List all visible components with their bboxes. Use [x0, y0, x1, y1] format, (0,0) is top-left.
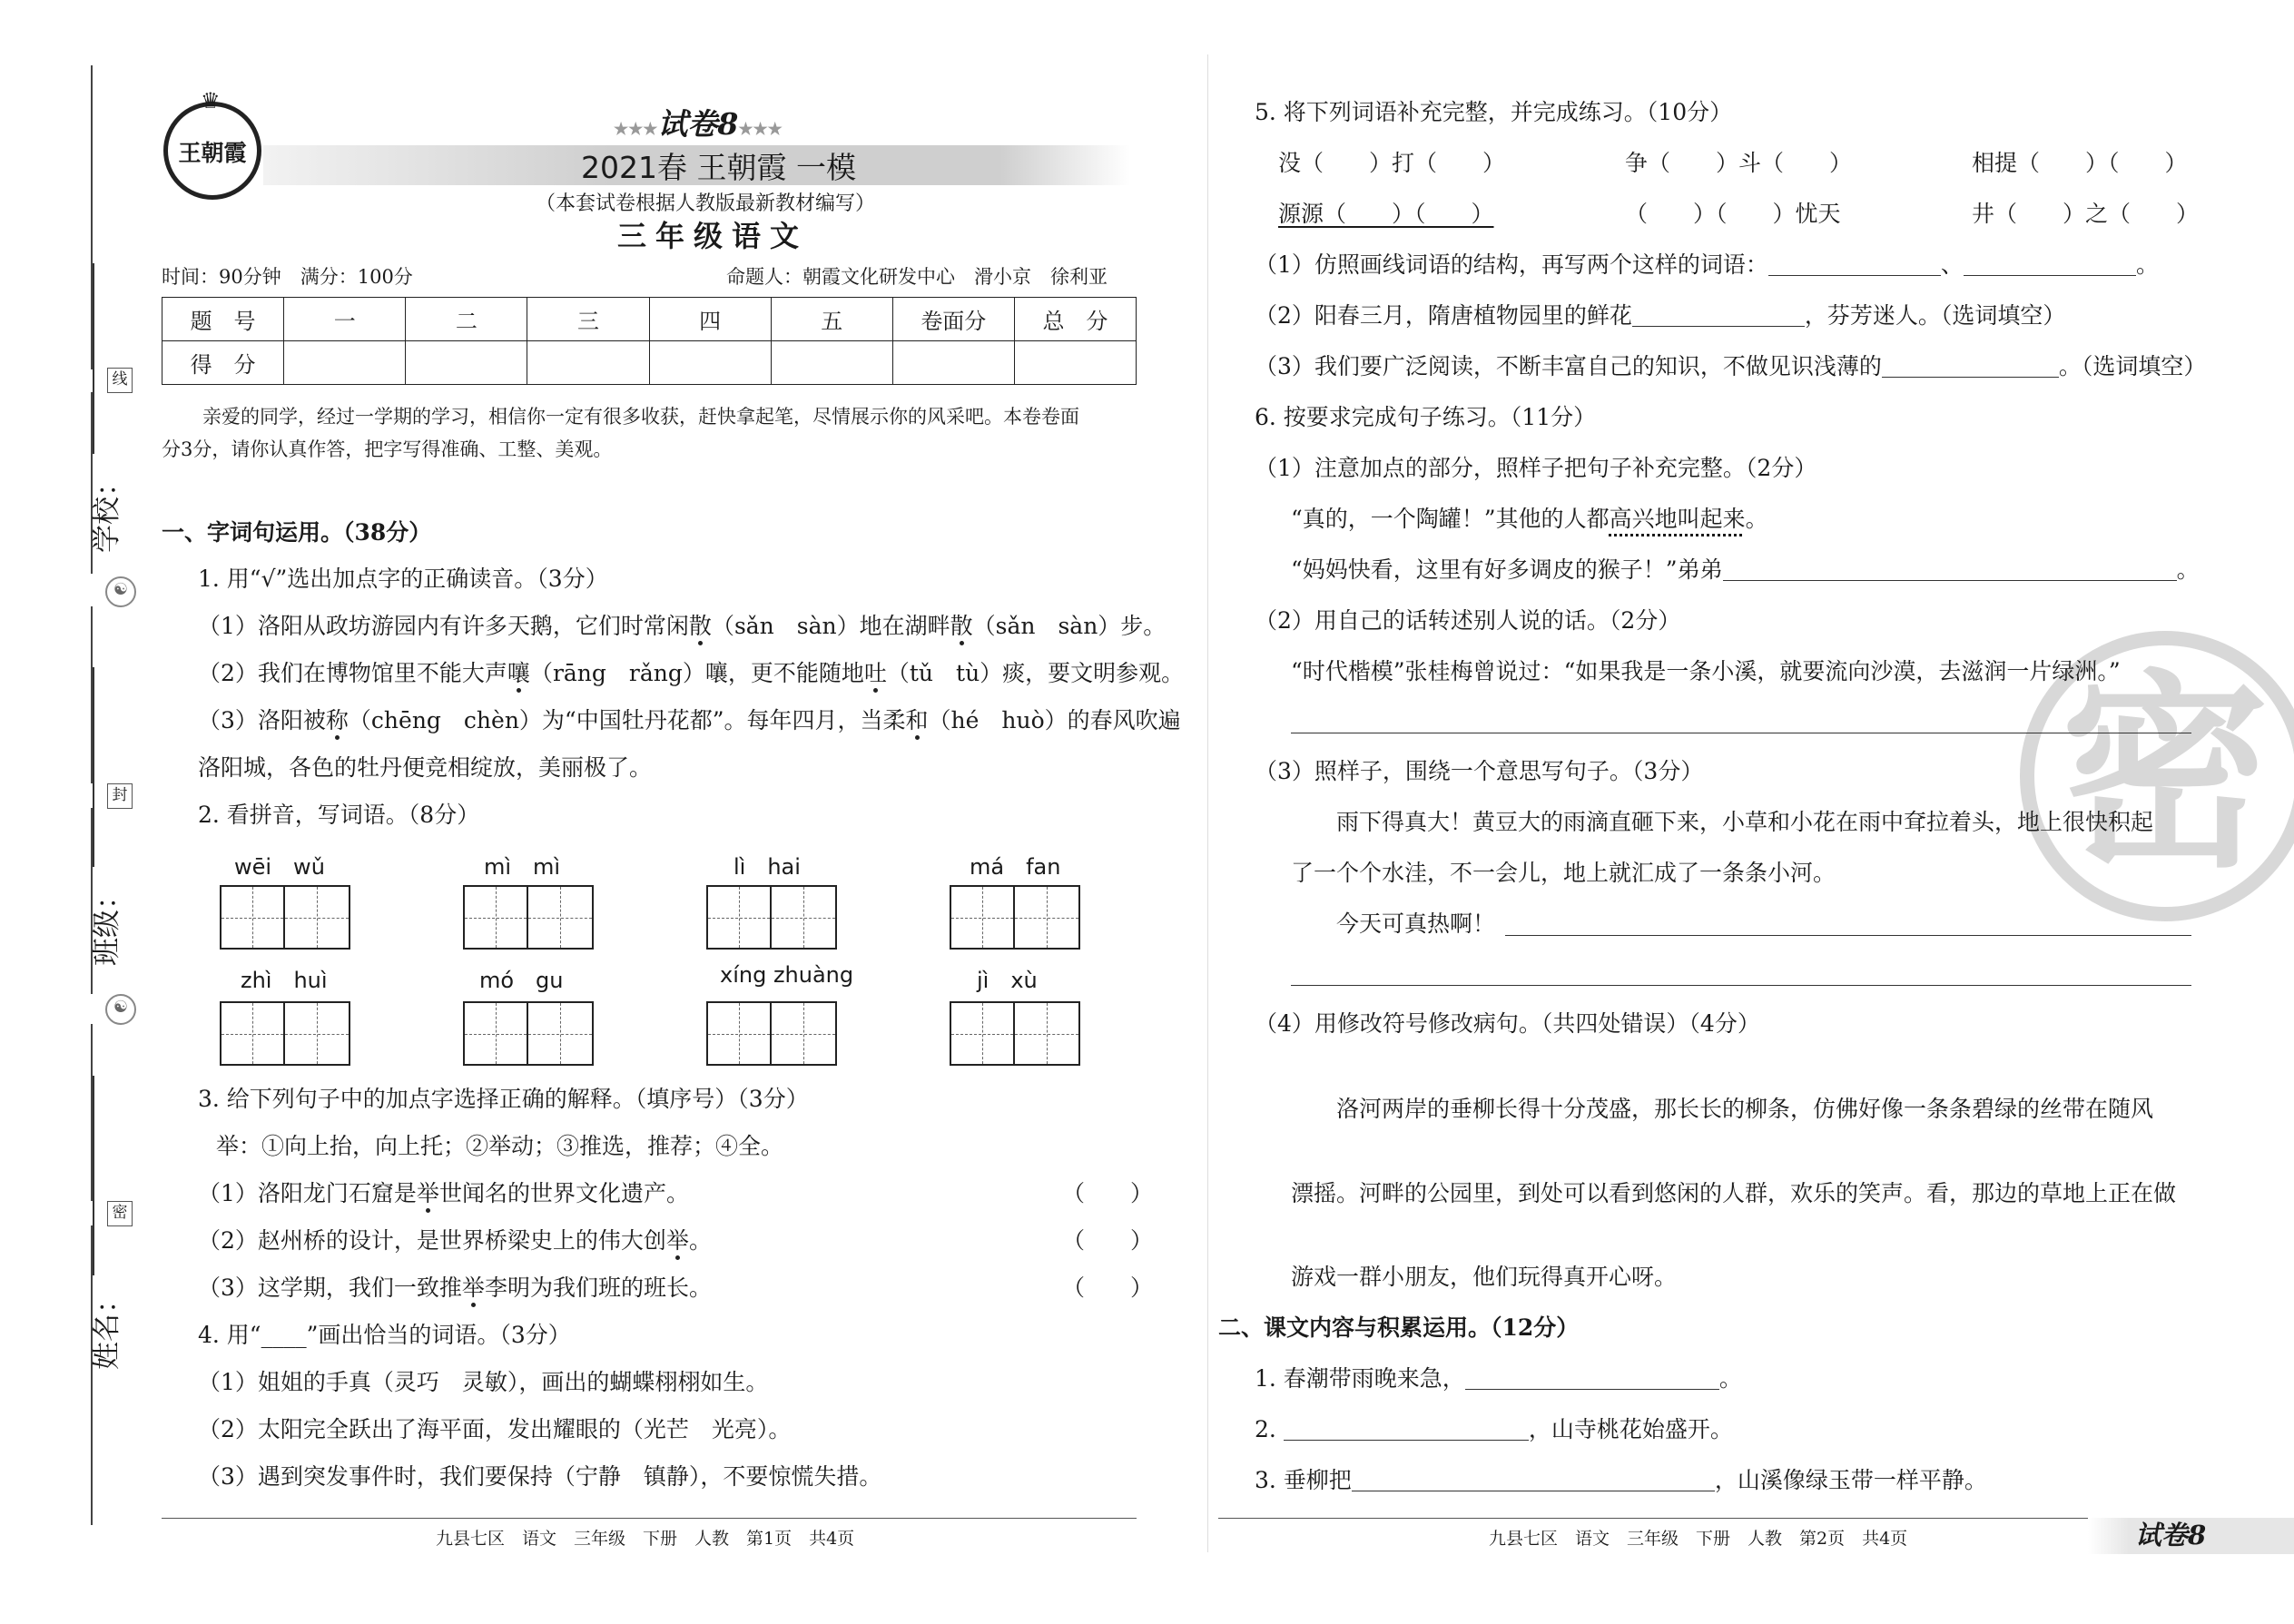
intro-line-1: 亲爱的同学，经过一学期的学习，相信你一定有很多收获，赶快拿起笔，尽情展示你的风采吧。本卷卷面 — [202, 406, 1079, 428]
binding-swirl-1: ☯ — [105, 576, 136, 607]
q5-1-sep: 、 — [1940, 251, 1964, 278]
q6-3-example-2: 了一个个水洼，不一会儿，地上就汇成了一条条小河。 — [1291, 860, 1836, 886]
s2-q3-end: ，山溪像绿玉带一样平静。 — [1714, 1467, 1987, 1493]
grid-cell[interactable] — [1015, 887, 1078, 948]
q5-1-blank-1[interactable] — [1768, 253, 1941, 276]
seal-char-feng: 封 — [107, 783, 133, 809]
write-grid-8[interactable] — [950, 1001, 1080, 1066]
page-title: 2021春 王朝霞 一模 — [581, 150, 856, 185]
exam-time: 时间：90分钟 满分：100分 — [162, 266, 413, 288]
q6-2-quote: “时代楷模”张桂梅曾说过：“如果我是一条小溪，就要流向沙漠，去滋润一片绿洲。” — [1291, 658, 2121, 684]
pinyin-8: jì xù — [977, 968, 1038, 993]
score-h-1: 一 — [284, 298, 406, 341]
q5-2-end: ，芬芳迷人。（选词填空） — [1804, 302, 2066, 329]
name-blank[interactable] — [93, 1076, 94, 1275]
q3-2-b: 。 — [688, 1227, 712, 1254]
name-label: 姓名： — [91, 1285, 123, 1370]
left-footer-rule — [162, 1518, 1137, 1519]
logo-text: 王朝霞 — [178, 140, 247, 166]
q3-1-answer[interactable]: （ ） — [1062, 1180, 1154, 1206]
q6-1-example-dotted: 高兴地叫起来 — [1609, 506, 1746, 532]
q6-4-para-2[interactable]: 漂摇。河畔的公园里，到处可以看到悠闲的人群，欢乐的笑声。看，那边的草地上正在做 — [1291, 1180, 2177, 1206]
q5-word-5[interactable]: （ ）（ ）忧天 — [1625, 201, 1841, 227]
q1-1-dot-2: 散 — [950, 613, 973, 639]
class-label: 班级： — [91, 881, 123, 966]
q1-2-dot-2: 吐 — [863, 660, 887, 686]
q1-3-dot-1: 称 — [325, 707, 349, 733]
q6-1-example-a: “真的，一个陶罐！”其他的人都 — [1291, 506, 1610, 532]
q5-2-blank[interactable] — [1632, 304, 1805, 327]
q5-word-3[interactable]: 相提（ ）（ ） — [1972, 150, 2188, 176]
q4-2[interactable]: （2）太阳完全跃出了海平面，发出耀眼的（光芒 光亮）。 — [198, 1416, 792, 1442]
write-grid-4[interactable] — [950, 885, 1080, 950]
grid-cell[interactable] — [528, 1003, 592, 1064]
q5-3-end: 。（选词填空） — [2058, 353, 2207, 379]
q6-1-blank[interactable] — [1723, 558, 2177, 581]
score-value-row — [162, 341, 1137, 385]
logo-crown: ♛ — [201, 88, 221, 113]
q6-3-prompt: 今天可真热啊！ — [1336, 910, 1496, 937]
grid-cell[interactable] — [708, 887, 772, 948]
score-v-label: 得 分 — [162, 341, 284, 385]
q5-3-text: （3）我们要广泛阅读，不断丰富自己的知识，不做见识浅薄的 — [1255, 353, 1882, 379]
q6-1: （1）注意加点的部分，照样子把句子补充完整。（2分） — [1255, 455, 1817, 481]
s2-q1-text: 1. 春潮带雨晚来急， — [1255, 1365, 1465, 1392]
q6-1-example — [1291, 506, 1768, 533]
q3-3-a: （3）这学期，我们一致推 — [198, 1275, 462, 1301]
q1-3-b[interactable]: （chēng chèn）为“中国牡丹花都”。每年四月，当柔 — [348, 707, 906, 733]
class-blank[interactable] — [93, 667, 94, 867]
q3-2-a: （2）赵州桥的设计，是世界桥梁史上的伟大创 — [198, 1227, 666, 1254]
write-grid-7[interactable] — [706, 1001, 837, 1066]
grid-cell[interactable] — [951, 1003, 1015, 1064]
s2-q3-blank[interactable] — [1352, 1469, 1715, 1491]
score-v-5[interactable] — [771, 341, 892, 385]
q3-2 — [198, 1227, 712, 1255]
q3-1-b: 世闻名的世界文化遗产。 — [438, 1180, 689, 1206]
score-h-3: 三 — [527, 298, 649, 341]
q1-2-c[interactable]: （tǔ tù）痰，要文明参观。 — [886, 660, 1185, 686]
q6-3-answer-line-2[interactable] — [1291, 985, 2191, 986]
score-h-neatness: 卷面分 — [892, 298, 1014, 341]
q6-1-question — [1291, 556, 2200, 584]
q5-word-2[interactable]: 争（ ）斗（ ） — [1625, 150, 1853, 176]
q4-3[interactable]: （3）遇到突发事件时，我们要保持（宁静 镇静），不要惊慌失措。 — [198, 1463, 882, 1490]
q3-3-dot: 举 — [461, 1275, 485, 1301]
q6-1-question-text: “妈妈快看，这里有好多调皮的猴子！”弟弟 — [1291, 556, 1723, 583]
q5-2 — [1255, 302, 2065, 330]
badge-text: 试卷8 — [657, 106, 739, 142]
left-footer: 九县七区 语文 三年级 下册 人教 第1页 共4页 — [436, 1529, 855, 1549]
badge-stars-right: ★★★ — [738, 120, 783, 139]
pinyin-5: zhì huì — [241, 968, 328, 993]
score-v-neatness[interactable] — [892, 341, 1014, 385]
q3-title: 3. 给下列句子中的加点字选择正确的解释。（填序号）（3分） — [198, 1086, 809, 1112]
pinyin-3: lì hai — [733, 854, 801, 880]
q6-1-example-b: 。 — [1745, 506, 1768, 532]
s2-q3 — [1255, 1467, 1987, 1494]
write-grid-6[interactable] — [463, 1001, 594, 1066]
score-v-total[interactable] — [1014, 341, 1136, 385]
q5-3-blank[interactable] — [1882, 355, 2059, 378]
grid-cell[interactable] — [528, 887, 592, 948]
grid-cell[interactable] — [285, 887, 349, 948]
q6-1-end: 。 — [2176, 556, 2200, 583]
section-2-title: 二、课文内容与积累运用。（12分） — [1218, 1314, 1580, 1341]
right-footer: 九县七区 语文 三年级 下册 人教 第2页 共4页 — [1489, 1529, 1908, 1549]
grid-cell[interactable] — [465, 1003, 528, 1064]
corner-label: 试卷8 — [2135, 1520, 2207, 1550]
s2-q1-end: 。 — [1718, 1365, 1742, 1392]
q3-1 — [198, 1180, 689, 1207]
grid-cell[interactable] — [708, 1003, 772, 1064]
grid-cell[interactable] — [465, 887, 528, 948]
school-blank[interactable] — [93, 263, 94, 454]
grid-cell[interactable] — [222, 1003, 285, 1064]
q5-word-1[interactable]: 没（ ）打（ ） — [1278, 150, 1506, 176]
score-h-4: 四 — [649, 298, 771, 341]
score-h-2: 二 — [406, 298, 527, 341]
s2-q1-blank[interactable] — [1465, 1367, 1719, 1390]
grid-cell[interactable] — [1015, 1003, 1078, 1064]
q1-2-a: （2）我们在博物馆里不能大声 — [198, 660, 507, 686]
section-1-title: 一、字词句运用。（38分） — [162, 519, 432, 546]
q5-1-blank-2[interactable] — [1964, 253, 2136, 276]
q5-1-end: 。 — [2135, 251, 2159, 278]
grid-cell[interactable] — [222, 887, 285, 948]
q1-3 — [198, 707, 1181, 734]
pinyin-2: mì mì — [484, 854, 561, 880]
logo — [163, 88, 261, 200]
q1-2-dot-1: 嚷 — [507, 660, 530, 686]
seal-char-xian: 线 — [107, 368, 133, 393]
badge-stars-left: ★★★ — [614, 120, 658, 139]
watermark-char: 密 — [2060, 654, 2269, 896]
q6-3-answer-line-1[interactable] — [1505, 935, 2191, 936]
q3-definitions: 举：①向上抬，向上托；②举动；③推选，推荐；④全。 — [216, 1133, 784, 1159]
q1-3-cont: 洛阳城，各色的牡丹便竞相绽放，美丽极了。 — [198, 754, 653, 781]
q6-4: （4）用修改符号修改病句。（共四处错误）（4分） — [1255, 1010, 1760, 1037]
score-table — [162, 297, 1137, 385]
q5-1-text: （1）仿照画线词语的结构，再写两个这样的词语： — [1255, 251, 1768, 278]
q3-1-a: （1）洛阳龙门石窟是 — [198, 1180, 417, 1206]
q1-3-dot-2: 和 — [905, 707, 929, 733]
s2-q1 — [1255, 1365, 1742, 1393]
subject-title: 三年级语文 — [617, 219, 809, 253]
write-grid-3[interactable] — [706, 885, 837, 950]
q2-title: 2. 看拼音，写词语。（8分） — [198, 802, 480, 828]
q6-2: （2）用自己的话转述别人说的话。（2分） — [1255, 607, 1681, 634]
q3-1-dot: 举 — [416, 1180, 439, 1206]
q3-2-answer[interactable]: （ ） — [1062, 1227, 1154, 1254]
q1-1-dot-1: 散 — [688, 613, 712, 639]
page-fold — [1207, 54, 1208, 1552]
pinyin-1: wēi wǔ — [234, 854, 325, 880]
q6-title: 6. 按要求完成句子练习。（11分） — [1255, 404, 1597, 430]
q3-3-b: 李明为我们班的班长。 — [484, 1275, 712, 1301]
binding-swirl-2: ☯ — [105, 994, 136, 1025]
q3-3 — [198, 1275, 712, 1302]
score-v-3[interactable] — [527, 341, 649, 385]
grid-cell[interactable] — [772, 887, 835, 948]
pinyin-4: má fan — [970, 854, 1061, 880]
q5-title: 5. 将下列词语补充完整，并完成练习。（10分） — [1255, 99, 1733, 125]
q1-1-a: （1）洛阳从政坊游园内有许多天鹅，它们时常闲 — [198, 613, 689, 639]
grid-cell[interactable] — [772, 1003, 835, 1064]
q1-title: 1. 用“√”选出加点字的正确读音。（3分） — [198, 566, 608, 592]
q6-3: （3）照样子，围绕一个意思写句子。（3分） — [1255, 758, 1704, 784]
pinyin-6: mó gu — [479, 968, 564, 993]
write-grid-5[interactable] — [220, 1001, 350, 1066]
q1-1 — [198, 613, 1166, 640]
score-h-label: 题 号 — [162, 298, 284, 341]
q1-3-a: （3）洛阳被 — [198, 707, 326, 733]
q5-2-text: （2）阳春三月，隋唐植物园里的鲜花 — [1255, 302, 1632, 329]
q1-2 — [198, 660, 1184, 687]
pinyin-7: xíng zhuàng — [720, 962, 854, 988]
q6-4-para-3[interactable]: 游戏一群小朋友，他们玩得真开心呀。 — [1291, 1264, 1678, 1290]
seal-char-mi: 密 — [107, 1201, 133, 1226]
s2-q3-text: 3. 垂柳把 — [1255, 1467, 1352, 1493]
q4-1[interactable]: （1）姐姐的手真（灵巧 灵敏），画出的蝴蝶栩栩如生。 — [198, 1369, 769, 1395]
right-footer-rule — [1218, 1518, 2199, 1519]
q3-3-answer[interactable]: （ ） — [1062, 1275, 1154, 1301]
s2-q2-num: 2. — [1255, 1416, 1284, 1442]
s2-q2-text: ，山寺桃花始盛开。 — [1528, 1416, 1733, 1442]
q5-word-6[interactable]: 井（ ）之（ ） — [1972, 201, 2200, 227]
q6-3-example-1: 雨下得真大！黄豆大的雨滴直砸下来，小草和小花在雨中耷拉着头，地上很快积起 — [1336, 809, 2154, 835]
s2-q2 — [1255, 1416, 1733, 1443]
intro-line-2: 分3分，请你认真作答，把字写得准确、工整、美观。 — [162, 438, 613, 460]
q3-2-dot: 举 — [665, 1227, 689, 1254]
grid-cell[interactable] — [285, 1003, 349, 1064]
score-h-5: 五 — [771, 298, 892, 341]
score-v-4[interactable] — [649, 341, 771, 385]
q5-3 — [1255, 353, 2206, 380]
q1-3-c[interactable]: （hé huò）的春风吹遍 — [928, 707, 1181, 733]
q4-title: 4. 用“____”画出恰当的词语。（3分） — [198, 1322, 571, 1348]
write-grid-2[interactable] — [463, 885, 594, 950]
badge — [614, 106, 783, 143]
q5-1 — [1255, 251, 2159, 279]
q1-2-b[interactable]: （rāng rǎng）嚷，更不能随地 — [529, 660, 864, 686]
q6-4-para-1[interactable]: 洛河两岸的垂柳长得十分茂盛，那长长的柳条，仿佛好像一条条碧绿的丝带在随风 — [1336, 1096, 2154, 1122]
header-note: （本套试卷根据人教版最新教材编写） — [536, 192, 876, 215]
score-header-row — [162, 298, 1137, 341]
write-grid-1[interactable] — [220, 885, 350, 950]
q1-1-c[interactable]: （sǎn sàn）步。 — [972, 613, 1167, 639]
score-v-2[interactable] — [406, 341, 527, 385]
school-label: 学校： — [91, 468, 123, 553]
q1-1-b[interactable]: （sǎn sàn）地在湖畔 — [711, 613, 950, 639]
grid-cell[interactable] — [951, 887, 1015, 948]
score-h-total: 总 分 — [1014, 298, 1136, 341]
s2-q2-blank[interactable] — [1284, 1418, 1529, 1441]
q5-word-4[interactable]: 源源（ ）（ ） — [1278, 201, 1494, 227]
score-v-1[interactable] — [284, 341, 406, 385]
exam-authors: 命题人：朝霞文化研发中心 滑小京 徐利亚 — [726, 266, 1108, 288]
